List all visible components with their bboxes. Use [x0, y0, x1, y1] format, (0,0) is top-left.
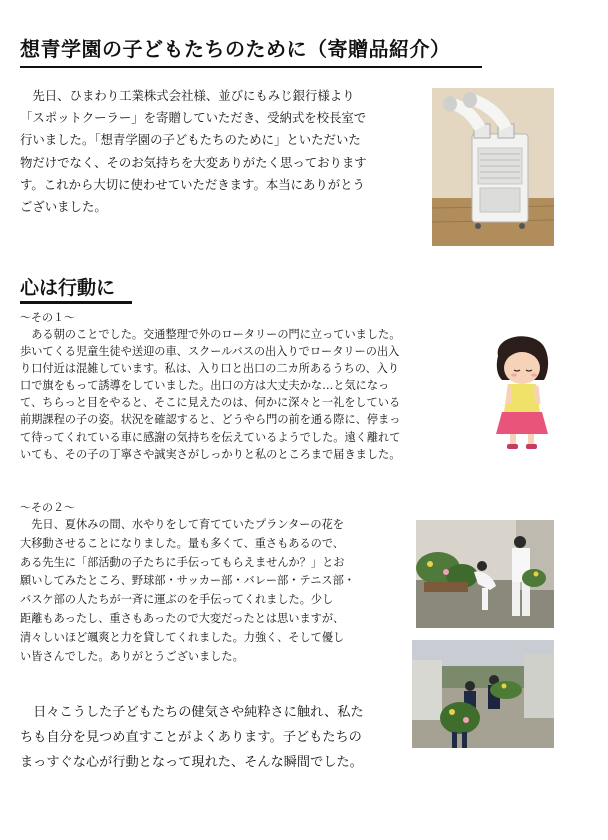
body-line: 願いしてみたところ、野球部・サッカー部・バレー部・テニス部・	[20, 574, 355, 588]
body-line: 行いました。「想青学園の子どもたちのために」といただいた	[20, 132, 361, 148]
body-line: 距離もあったし、重さもあったので大変だったとは思いますが、	[20, 611, 345, 625]
body-line: まっすぐな心が行動となって現れた、そんな瞬間でした。	[20, 755, 363, 770]
body-line: て待ってくれている車に感謝の気持ちを伝えているようでした。遠く離れて	[20, 430, 401, 444]
section1-title-underline	[20, 66, 482, 68]
body-line: ある先生に「部活動の子たちに手伝ってもらえませんか？」とお	[20, 555, 345, 569]
body-line: 口で旗をもって誘導をしていました。出口の方は大丈夫かな…と気になっ	[20, 379, 390, 393]
section2-title: 心は行動に	[20, 277, 116, 299]
body-line: て、ちらっと目をやると、そこに見えたのは、何かに深々と一礼をしている	[20, 396, 401, 410]
bowing-girl-illustration	[484, 330, 562, 454]
part1-heading: ～その１～	[20, 311, 75, 324]
body-line: ある朝のことでした。交通整理で外のロータリーの門に立っていました。	[20, 328, 401, 341]
body-line: 「スポットクーラー」を寄贈していただき、受納式を校長室で	[20, 110, 367, 126]
section1-body	[20, 85, 425, 218]
body-line: り口付近は混雑しています。私は、入り口と出口の二カ所あるうちの、入り	[20, 362, 400, 376]
body-line: バスケ部の人たちが一斉に運ぶのを手伝ってくれました。少し	[20, 593, 334, 607]
body-line: 前期課程の子の姿。状況を確認すると、どうやら門の前を通る際に、停まっ	[20, 413, 401, 427]
body-line: ございました。	[20, 199, 107, 215]
spot-cooler-photo	[432, 88, 554, 246]
body-line: 物だけでなく、そのお気持ちを大変ありがたく思っております	[20, 154, 367, 170]
body-line: ちも自分を見つめ直すことがよくあります。子どもたちの	[20, 730, 362, 745]
body-line: 先日、夏休みの間、水やりをして育てていたプランターの花を	[20, 518, 344, 531]
students-carrying-planters-photo	[416, 520, 554, 628]
body-line: いても、その子の丁寧さや誠実さがしっかりと私のところまで届きました。	[20, 447, 401, 461]
body-line: 大移動させることになりました。量も多くて、重さもあるので、	[20, 536, 344, 550]
closing-paragraph	[20, 700, 420, 775]
section2-title-underline	[20, 301, 132, 304]
part2-body	[20, 516, 420, 666]
body-line: 先日、ひまわり工業株式会社様、並びにもみじ銀行様より	[20, 88, 355, 103]
part2-heading: ～その２～	[20, 501, 75, 514]
part1-body	[20, 326, 480, 463]
body-line: 歩いてくる児童生徒や送迎の車、スクールバスの出入りでロータリーの出入	[20, 345, 400, 359]
body-line: い皆さんでした。ありがとうございました。	[20, 649, 244, 663]
students-walking-with-plants-photo	[412, 640, 554, 748]
body-line: 日々こうした子どもたちの健気さや純粋さに触れ、私た	[20, 705, 364, 720]
body-line: す。これから大切に使わせていただきます。本当にありがとう	[20, 176, 365, 192]
section1-title: 想青学園の子どもたちのために（寄贈品紹介）	[20, 37, 451, 61]
body-line: 清々しいほど颯爽と力を貸してくれました。力強く、そして優し	[20, 630, 345, 644]
